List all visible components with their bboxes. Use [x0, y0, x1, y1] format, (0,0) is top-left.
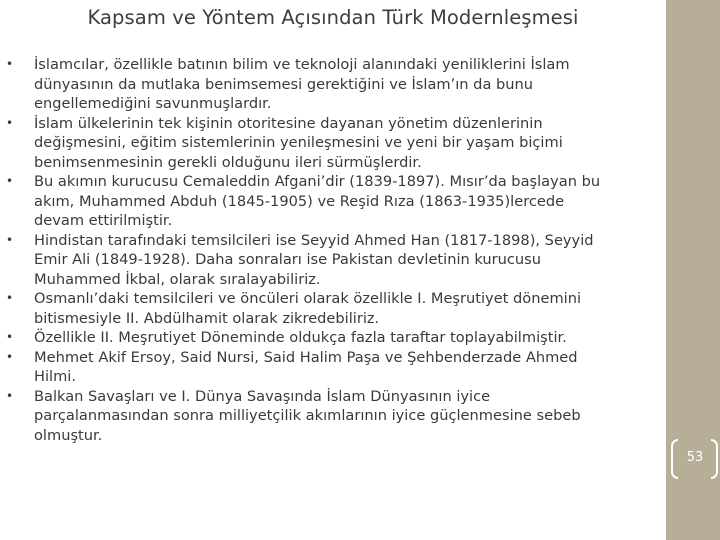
bullet-item	[0, 55, 660, 114]
bullet-line: Muhammed İkbal, olarak sıralayabiliriz.	[34, 270, 321, 288]
bullet-list	[0, 55, 660, 445]
bullet-line: Balkan Savaşları ve I. Dünya Savaşında İslam Dünyasının iyice	[34, 387, 491, 405]
bullet-dot: •	[6, 388, 14, 403]
bullet-item	[0, 328, 660, 348]
bullet-line: Özellikle II. Meşrutiyet Döneminde oldukça fazla taraftar toplayabilmiştir.	[34, 329, 567, 346]
bullet-line: Hindistan tarafındaki temsilcileri ise Seyyid Ahmed Han (1817-1898), Seyyid	[34, 231, 594, 249]
bullet-line: benimsenmesinin gerekli olduğunu ileri sürmüşlerdir.	[34, 153, 422, 171]
bullet-dot: •	[6, 349, 14, 364]
bullet-dot: •	[6, 330, 14, 344]
bullet-dot: •	[6, 291, 14, 305]
bullet-line: İslamcılar, özellikle batının bilim ve teknoloji alanındaki yeniliklerini İslam	[34, 56, 570, 73]
bullet-dot: •	[6, 57, 14, 71]
bullet-line: devam ettirilmiştir.	[34, 212, 173, 229]
right-bracket-icon	[711, 439, 718, 479]
bullet-line: Osmanlı’daki temsilcileri ve öncüleri olarak özellikle I. Meşrutiyet dönemini	[34, 290, 582, 307]
bullet-item	[0, 172, 660, 231]
slide-title: Kapsam ve Yöntem Açısından Türk Modernleşmesi	[87, 6, 579, 29]
bullet-item	[0, 348, 660, 387]
bullet-item	[0, 387, 660, 446]
page-number: 53	[686, 450, 704, 465]
bullet-dot: •	[6, 174, 14, 188]
bullet-item	[0, 231, 660, 290]
bullet-item	[0, 114, 660, 173]
bullet-line: Mehmet Akif Ersoy, Said Nursi, Said Halim Paşa ve Şehbenderzade Ahmed	[34, 348, 578, 366]
bullet-line: değişmesini, eğitim sistemlerinin yenileşmesini ve yeni bir yaşam biçimi	[34, 134, 563, 151]
bullet-dot: •	[6, 115, 14, 130]
bullet-line: Emir Ali (1849-1928). Daha sonraları ise Pakistan devletinin kurucusu	[34, 251, 542, 268]
bullet-line: İslam ülkelerinin tek kişinin otoritesine dayanan yönetim düzenlerinin	[34, 114, 543, 132]
bullet-line: akım, Muhammed Abduh (1845-1905) ve Reşid Rıza (1863-1935)lercede	[34, 192, 565, 210]
bullet-dot: •	[6, 232, 14, 247]
bullet-line: bitismesiyle II. Abdülhamit olarak zikredebiliriz.	[34, 309, 380, 327]
bullet-item	[0, 289, 660, 328]
page-number-badge	[671, 439, 719, 479]
bullet-line: engellemediğini savunmuşlardır.	[34, 95, 272, 112]
bullet-line: Hilmi.	[34, 368, 76, 385]
bullet-line: olmuştur.	[34, 426, 103, 444]
bullet-line: dünyasının da mutlaka benimsemesi gerektiğini ve İslam’ın da bunu	[34, 75, 534, 93]
bullet-line: parçalanmasından sonra milliyetçilik akımlarının iyice güçlenmesine sebeb	[34, 407, 581, 424]
bullet-line: Bu akımın kurucusu Cemaleddin Afgani’dir (1839-1897). Mısır’da başlayan bu	[34, 173, 601, 190]
